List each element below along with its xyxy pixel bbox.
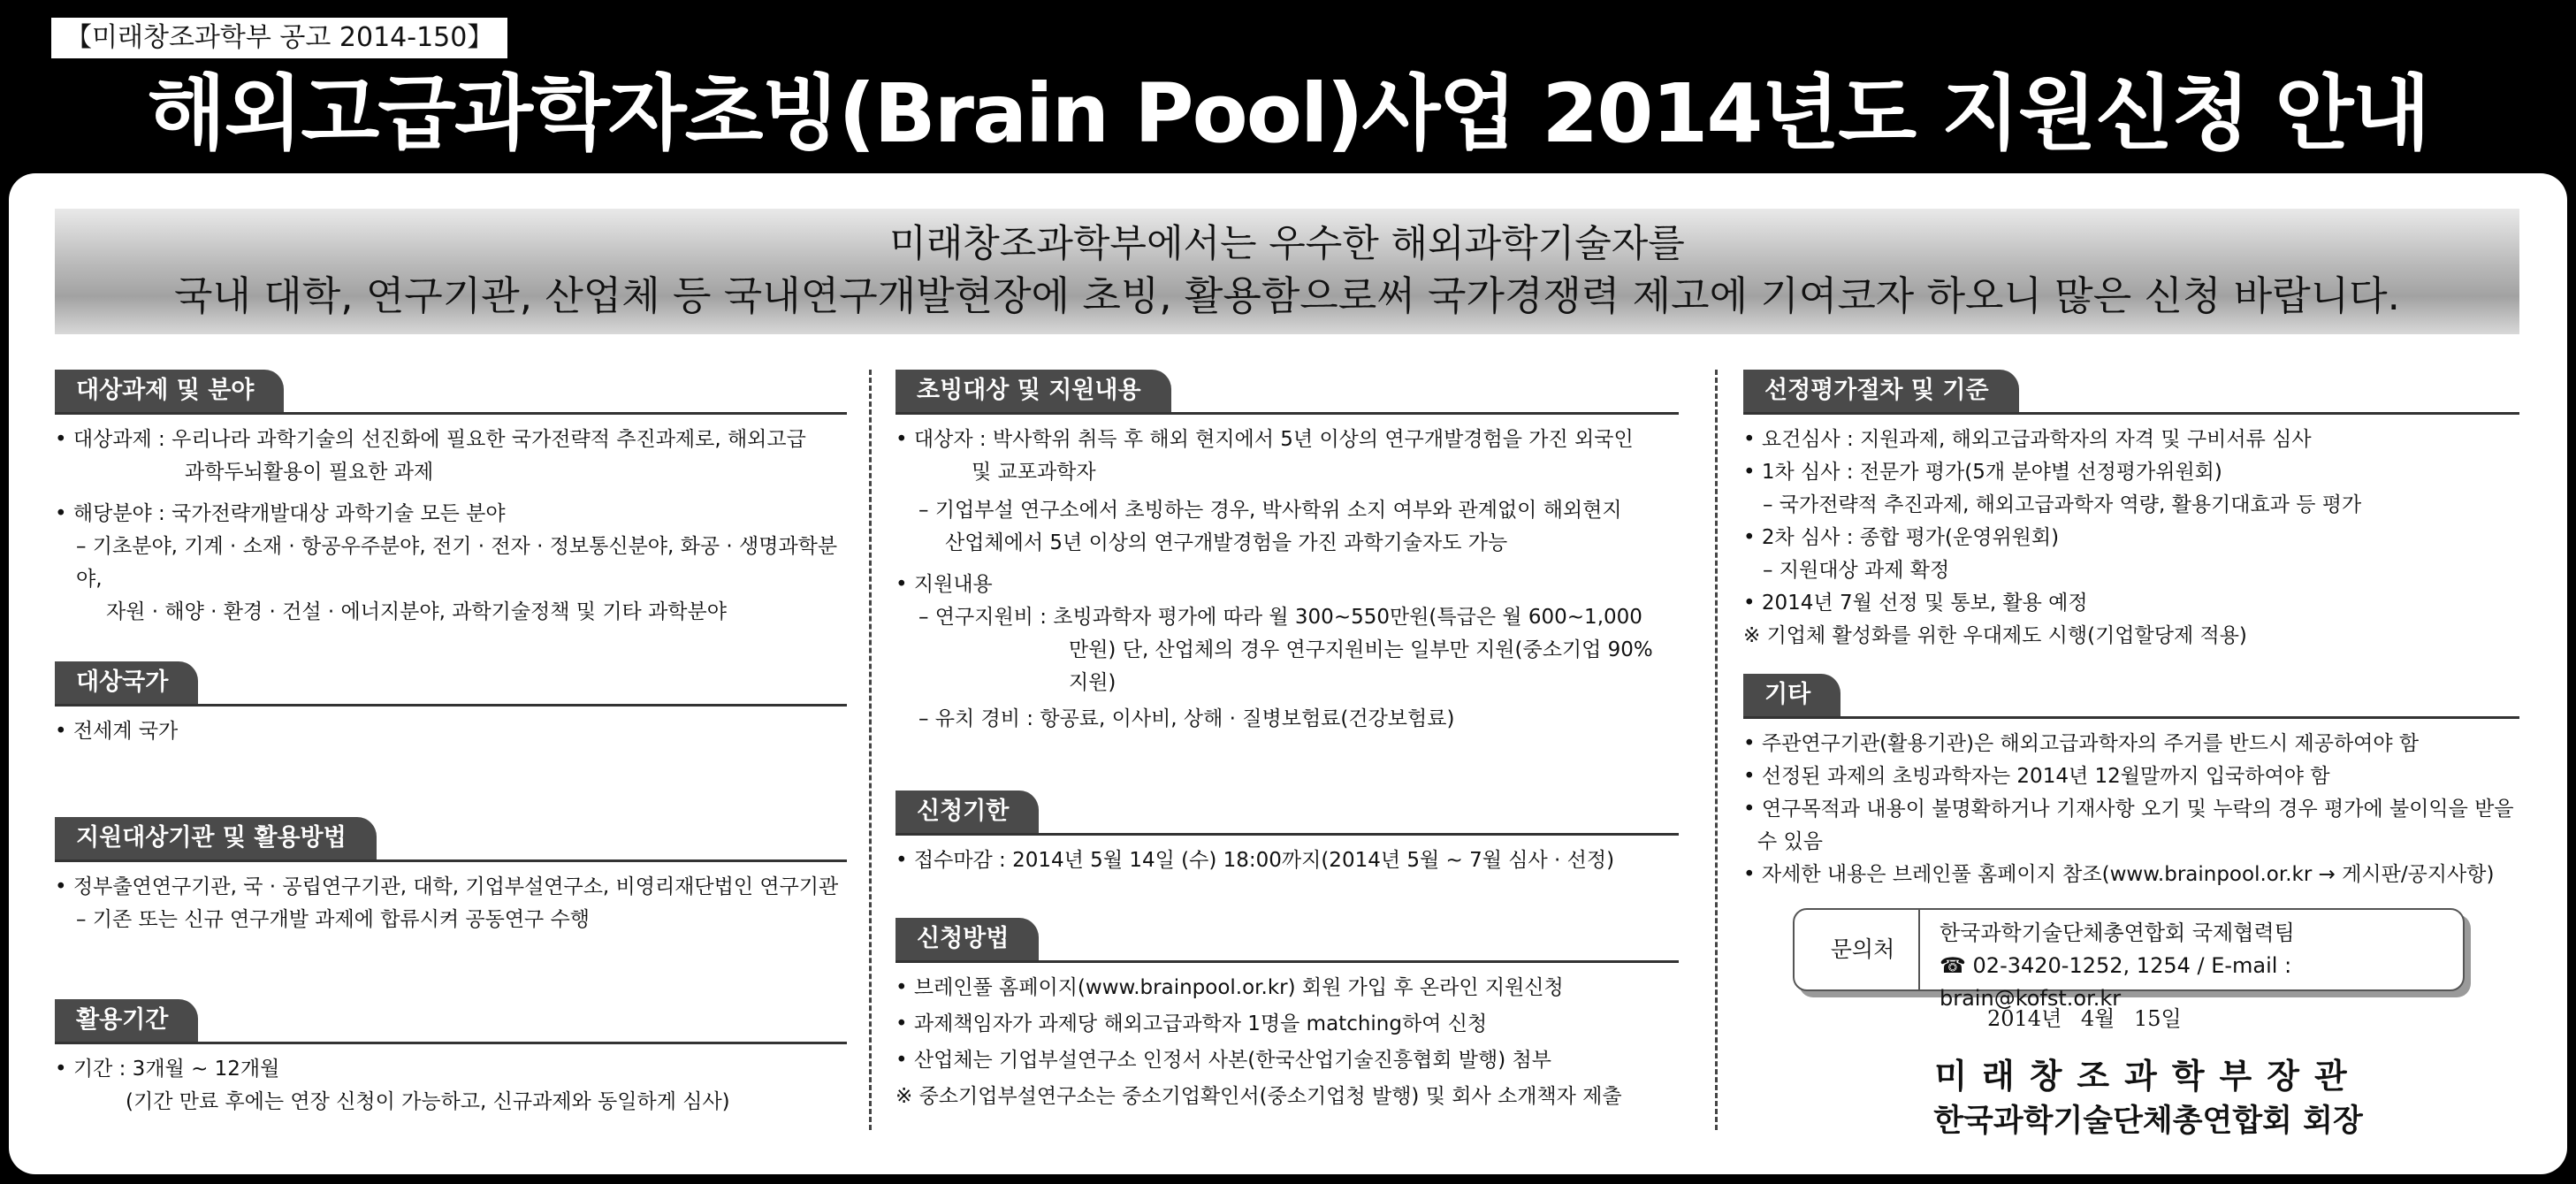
intro-box bbox=[55, 209, 2519, 334]
list-item: – 국가전략적 추진과제, 해외고급과학자 역량, 활용기대효과 등 평가 bbox=[1763, 493, 2362, 516]
contact-phone-email: ☎ 02-3420-1252, 1254 / E-mail : brain@kofst.or.kr bbox=[1940, 953, 2292, 1011]
notice-number: 【미래창조과학부 공고 2014-150】 bbox=[51, 18, 507, 58]
list-item: • 1차 심사 : 전문가 평가(5개 분야별 선정평가위원회) bbox=[1743, 461, 2222, 484]
section-eligible-institutions bbox=[55, 817, 847, 936]
section-title: 초빙대상 및 지원내용 bbox=[896, 370, 1171, 412]
list-item: (기간 만료 후에는 연장 신청이 가능하고, 신규과제와 동일하게 심사) bbox=[126, 1090, 730, 1113]
list-item: – 기업부설 연구소에서 초빙하는 경우, 박사학위 소지 여부와 관계없이 해외현지 bbox=[918, 499, 1622, 522]
list-item: 만원) 단, 산업체의 경우 연구지원비는 일부만 지원(중소기업 90% bbox=[1069, 638, 1653, 661]
section-application-method bbox=[896, 918, 1679, 1113]
list-item: • 2차 심사 : 종합 평가(운영위원회) bbox=[1743, 526, 2060, 549]
section-others bbox=[1743, 674, 2519, 891]
list-item: – 기초분야, 기계 · 소재 · 항공우주분야, 전기 · 전자 · 정보통신분야, 화공 · 생명과학분야, bbox=[76, 535, 838, 591]
section-title: 대상과제 및 분야 bbox=[55, 370, 284, 412]
list-item: 지원) bbox=[1069, 671, 1117, 694]
section-title: 기타 bbox=[1743, 674, 1841, 716]
list-item: • 브레인풀 홈페이지(www.brainpool.or.kr) 회원 가입 후 온라인 지원신청 bbox=[896, 976, 1564, 999]
list-item: • 기간 : 3개월 ~ 12개월 bbox=[55, 1058, 280, 1081]
list-item: – 기존 또는 신규 연구개발 과제에 합류시켜 공동연구 수행 bbox=[76, 908, 591, 931]
list-item: • 산업체는 기업부설연구소 인정서 사본(한국산업기술진흥협회 발행) 첨부 bbox=[896, 1049, 1551, 1072]
intro-line-1: 미래창조과학부에서는 우수한 해외과학기술자를 bbox=[889, 222, 1685, 266]
section-title: 신청기한 bbox=[896, 791, 1039, 833]
list-item: • 주관연구기관(활용기관)은 해외고급과학자의 주거를 반드시 제공하여야 함 bbox=[1743, 732, 2420, 755]
section-title: 선정평가절차 및 기준 bbox=[1743, 370, 2019, 412]
section-selection-procedure bbox=[1743, 370, 2519, 653]
column-divider-2 bbox=[1715, 370, 1718, 1130]
list-item: 수 있음 bbox=[1757, 830, 1823, 853]
list-item: – 연구지원비 : 초빙과학자 평가에 따라 월 300~550만원(특급은 월 600~1,000 bbox=[918, 606, 1642, 629]
section-title: 지원대상기관 및 활용방법 bbox=[55, 817, 377, 859]
notice-date: 2014년 4월 15일 bbox=[1987, 1006, 2182, 1031]
signature-minister: 미래창조과학부장관 bbox=[1934, 1056, 2362, 1096]
list-item: – 지원대상 과제 확정 bbox=[1763, 559, 1950, 582]
list-item: ※ 중소기업부설연구소는 중소기업확인서(중소기업청 발행) 및 회사 소개책자 제출 bbox=[896, 1085, 1622, 1108]
section-application-deadline bbox=[896, 791, 1679, 877]
page-title: 해외고급과학자초빙(Brain Pool)사업 2014년도 지원신청 안내 bbox=[147, 66, 2429, 161]
section-items bbox=[55, 715, 847, 748]
section-items bbox=[55, 1053, 847, 1119]
section-items bbox=[896, 972, 1679, 1113]
column-divider-1 bbox=[869, 370, 872, 1130]
section-items bbox=[55, 424, 847, 629]
section-items bbox=[1743, 424, 2519, 653]
list-item: 자원 · 해양 · 환경 · 건설 · 에너지분야, 과학기술정책 및 기타 과학분야 bbox=[106, 600, 727, 623]
intro-line-2: 국내 대학, 연구기관, 산업체 등 국내연구개발현장에 초빙, 활용함으로써 국가경쟁력 제고에 기여코자 하오니 많은 신청 바랍니다. bbox=[174, 272, 2400, 319]
list-item: • 대상자 : 박사학위 취득 후 해외 현지에서 5년 이상의 연구개발경험을 가진 외국인 bbox=[896, 428, 1634, 451]
signature-federation: 한국과학기술단체총연합회 회장 bbox=[1933, 1103, 2363, 1139]
list-item: • 접수마감 : 2014년 5월 14일 (수) 18:00까지(2014년 5월 ~ 7월 심사 · 선정) bbox=[896, 849, 1615, 872]
list-item: • 대상과제 : 우리나라 과학기술의 선진화에 필요한 국가전략적 추진과제로, 해외고급 bbox=[55, 428, 806, 451]
section-invitation-support bbox=[896, 370, 1679, 736]
section-items bbox=[896, 424, 1679, 736]
section-title: 활용기간 bbox=[55, 999, 198, 1042]
contact-label: 문의처 bbox=[1807, 910, 1920, 989]
section-usage-period bbox=[55, 999, 847, 1119]
section-target-countries bbox=[55, 661, 847, 748]
header-banner bbox=[0, 0, 2576, 177]
list-item: 산업체에서 5년 이상의 연구개발경험을 가진 과학기술자도 가능 bbox=[945, 531, 1508, 554]
list-item: • 자세한 내용은 브레인풀 홈페이지 참조(www.brainpool.or.kr → 게시판/공지사항) bbox=[1743, 863, 2495, 886]
section-target-projects bbox=[55, 370, 847, 629]
list-item: • 해당분야 : 국가전략개발대상 과학기술 모든 분야 bbox=[55, 502, 506, 525]
section-items bbox=[896, 844, 1679, 877]
list-item: • 2014년 7월 선정 및 통보, 활용 예정 bbox=[1743, 592, 2088, 615]
list-item: • 정부출연연구기관, 국 · 공립연구기관, 대학, 기업부설연구소, 비영리재단법인 연구기관 bbox=[55, 875, 839, 898]
contact-organization: 한국과학기술단체총연합회 국제협력팀 bbox=[1940, 920, 2295, 945]
section-title: 대상국가 bbox=[55, 661, 198, 704]
section-title: 신청방법 bbox=[896, 918, 1039, 960]
contact-box bbox=[1793, 908, 2465, 1011]
list-item: • 요건심사 : 지원과제, 해외고급과학자의 자격 및 구비서류 심사 bbox=[1743, 428, 2312, 451]
section-items bbox=[55, 871, 847, 936]
list-item: • 지원내용 bbox=[896, 573, 993, 596]
list-item: – 유치 경비 : 항공료, 이사비, 상해 · 질병보험료(건강보험료) bbox=[918, 707, 1455, 730]
list-item: • 전세계 국가 bbox=[55, 720, 179, 743]
list-item: • 연구목적과 내용이 불명확하거나 기재사항 오기 및 누락의 경우 평가에 불이익을 받을 bbox=[1743, 798, 2514, 821]
list-item: • 과제책임자가 과제당 해외고급과학자 1명을 matching하여 신청 bbox=[896, 1012, 1488, 1035]
section-items bbox=[1743, 728, 2519, 891]
list-item: ※ 기업체 활성화를 위한 우대제도 시행(기업할당제 적용) bbox=[1743, 624, 2247, 647]
list-item: 과학두뇌활용이 필요한 과제 bbox=[185, 461, 434, 484]
list-item: • 선정된 과제의 초빙과학자는 2014년 12월말까지 입국하여야 함 bbox=[1743, 765, 2330, 788]
list-item: 및 교포과학자 bbox=[972, 461, 1096, 484]
